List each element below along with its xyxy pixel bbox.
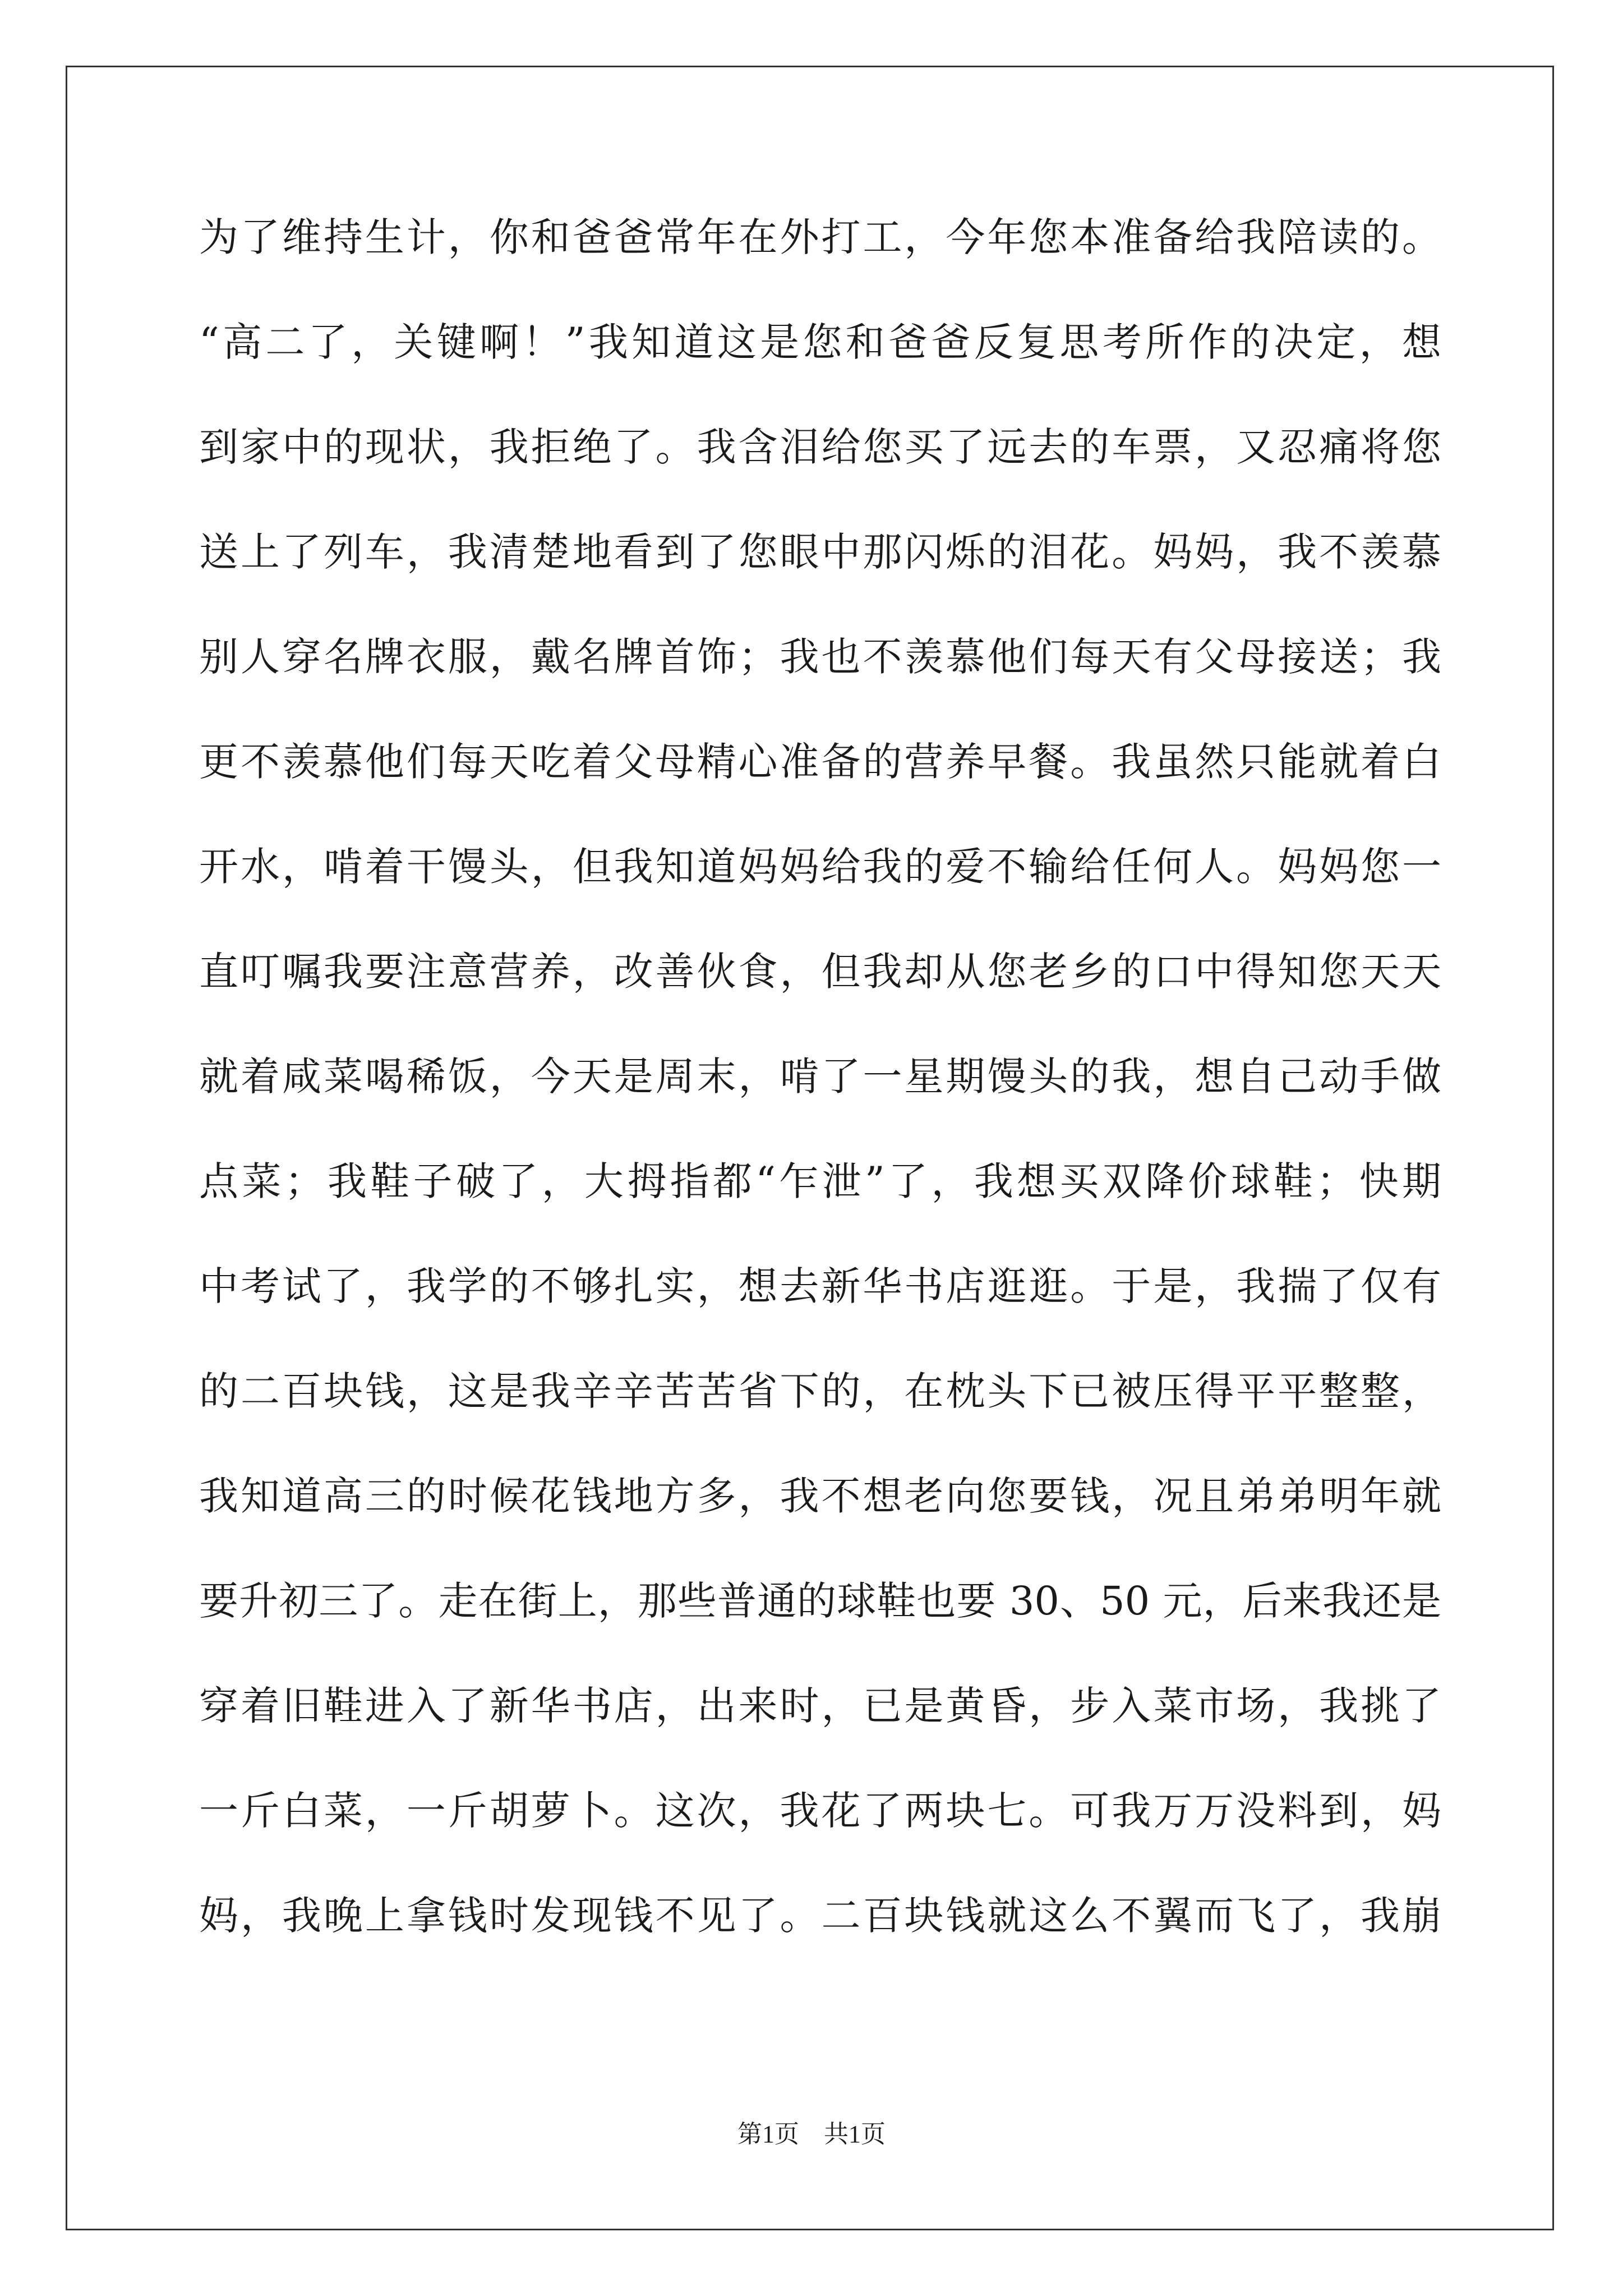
text-line: 直叮嘱我要注意营养，改善伙食，但我却从您老乡的口中得知您天天 <box>199 949 1441 995</box>
text-line: 妈，我晚上拿钱时发现钱不见了。二百块钱就这么不翼而飞了，我崩 <box>199 1893 1441 1939</box>
text-line: 我知道高三的时候花钱地方多，我不想老向您要钱，况且弟弟明年就 <box>199 1473 1441 1519</box>
text-line: 中考试了，我学的不够扎实，想去新华书店逛逛。于是，我揣了仅有 <box>199 1263 1441 1309</box>
text-line: 一斤白菜，一斤胡萝卜。这次，我花了两块七。可我万万没料到，妈 <box>199 1788 1441 1834</box>
text-line: 为了维持生计，你和爸爸常年在外打工，今年您本准备给我陪读的。 <box>199 214 1441 260</box>
text-line: 开水，啃着干馒头，但我知道妈妈给我的爱不输给任何人。妈妈您一 <box>199 844 1441 890</box>
page-number-footer: 第1页 共1页 <box>737 2120 886 2148</box>
text-line: “高二了，关键啊！”我知道这是您和爸爸反复思考所作的决定，想 <box>199 319 1441 365</box>
text-line: 穿着旧鞋进入了新华书店，出来时，已是黄昏，步入菜市场，我挑了 <box>199 1683 1441 1729</box>
text-line: 到家中的现状，我拒绝了。我含泪给您买了远去的车票，又忍痛将您 <box>199 424 1441 470</box>
text-line: 更不羡慕他们每天吃着父母精心准备的营养早餐。我虽然只能就着白 <box>199 739 1441 785</box>
text-line: 送上了列车，我清楚地看到了您眼中那闪烁的泪花。妈妈，我不羡慕 <box>199 529 1441 575</box>
text-line: 别人穿名牌衣服，戴名牌首饰；我也不羡慕他们每天有父母接送；我 <box>199 634 1441 680</box>
document-body <box>199 185 1441 1968</box>
text-line: 要升初三了。走在街上，那些普通的球鞋也要 30、50 元，后来我还是 <box>199 1578 1441 1624</box>
text-line: 的二百块钱，这是我辛辛苦苦省下的，在枕头下已被压得平平整整， <box>199 1368 1441 1414</box>
text-line: 就着咸菜喝稀饭，今天是周末，啃了一星期馒头的我，想自己动手做 <box>199 1053 1441 1099</box>
text-line: 点菜；我鞋子破了，大拇指都“乍泄”了，我想买双降价球鞋；快期 <box>199 1158 1441 1204</box>
